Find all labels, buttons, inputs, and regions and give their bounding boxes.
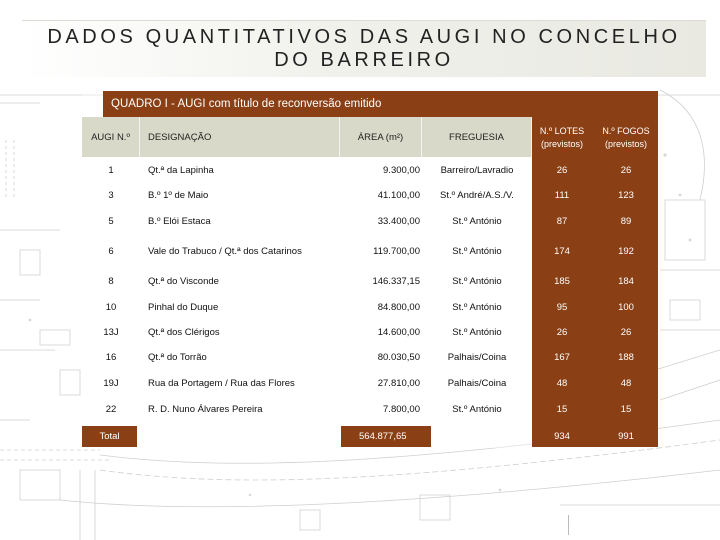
- row-7-fogos: 26: [620, 327, 632, 338]
- row-3-area: 33.400,00: [377, 216, 420, 227]
- row-3-lotes: 87: [556, 216, 568, 227]
- row-7-freguesia: St.º António: [452, 327, 502, 338]
- page-title: [22, 26, 706, 72]
- row-9-lotes: 48: [556, 378, 568, 389]
- row-3-designacao: B.º Elói Estaca: [148, 216, 211, 227]
- plan-legend: [568, 515, 609, 535]
- row-5-lotes: 185: [554, 276, 570, 287]
- row-6-fogos: 100: [618, 302, 634, 313]
- row-2-freguesia: St.º André/A.S./V.: [440, 190, 514, 201]
- row-8-freguesia: Palhais/Coina: [447, 352, 507, 363]
- row-1-fogos: 26: [620, 165, 632, 176]
- row-1-augi: 1: [108, 165, 114, 176]
- row-5-area: 146.337,15: [372, 276, 420, 287]
- col-header-lotes: N.º LOTES (previstos): [539, 126, 585, 149]
- total-lotes: 934: [554, 431, 570, 442]
- row-9-fogos: 48: [620, 378, 632, 389]
- col-header-area: ÁREA (m²): [340, 117, 422, 157]
- table-caption: QUADRO I - AUGI com título de reconversão emitido: [103, 91, 658, 117]
- row-1-lotes: 26: [556, 165, 568, 176]
- row-10-augi: 22: [105, 404, 117, 415]
- row-9-area: 27.810,00: [377, 378, 420, 389]
- row-10-freguesia: St.º António: [452, 404, 502, 415]
- row-3-freguesia: St.º António: [452, 216, 502, 227]
- row-4-freguesia: St.º António: [452, 246, 502, 257]
- row-4-area: 119.700,00: [373, 246, 420, 257]
- total-row-area-cell: 564.877,65: [341, 426, 431, 447]
- row-7-lotes: 26: [556, 327, 568, 338]
- row-4-augi: 6: [108, 246, 114, 257]
- row-5-freguesia: St.º António: [452, 276, 502, 287]
- row-4-lotes: 174: [554, 246, 570, 257]
- col-header-freguesia: FREGUESIA: [422, 117, 532, 157]
- row-8-area: 80.030,50: [377, 352, 420, 363]
- row-5-fogos: 184: [618, 276, 634, 287]
- row-2-lotes: 111: [554, 190, 570, 201]
- row-9-designacao: Rua da Portagem / Rua das Flores: [148, 378, 295, 389]
- row-10-lotes: 15: [556, 404, 568, 415]
- row-10-designacao: R. D. Nuno Álvares Pereira: [148, 404, 263, 415]
- row-6-area: 84.800,00: [377, 302, 420, 313]
- row-7-augi: 13J: [103, 327, 119, 338]
- col-header-fogos: N.º FOGOS (previstos): [602, 126, 650, 149]
- row-3-augi: 5: [108, 216, 114, 227]
- row-3-fogos: 89: [620, 216, 632, 227]
- row-1-area: 9.300,00: [383, 165, 420, 176]
- row-2-fogos: 123: [618, 190, 634, 201]
- row-4-fogos: 192: [618, 246, 634, 257]
- row-6-lotes: 95: [556, 302, 568, 313]
- total-row-label-cell: Total: [82, 426, 137, 447]
- row-1-freguesia: Barreiro/Lavradio: [440, 165, 514, 176]
- title-line-2: DO BARREIRO: [274, 49, 454, 71]
- total-fogos: 991: [618, 431, 634, 442]
- row-5-augi: 8: [108, 276, 114, 287]
- row-6-designacao: Pinhal do Duque: [148, 302, 219, 313]
- title-line-1: DADOS QUANTITATIVOS DAS AUGI NO CONCELHO: [47, 26, 681, 48]
- row-8-designacao: Qt.ª do Torrão: [148, 352, 207, 363]
- row-9-augi: 19J: [103, 378, 119, 389]
- row-4-designacao: Vale do Trabuco / Qt.ª dos Catarinos: [148, 246, 302, 257]
- row-8-lotes: 167: [554, 352, 570, 363]
- row-9-freguesia: Palhais/Coina: [447, 378, 507, 389]
- row-10-area: 7.800,00: [383, 404, 420, 415]
- row-2-designacao: B.º 1º de Maio: [148, 190, 209, 201]
- col-header-designacao: DESIGNAÇÃO: [140, 117, 340, 157]
- row-7-designacao: Qt.ª dos Clérigos: [148, 327, 220, 338]
- row-7-area: 14.600,00: [377, 327, 420, 338]
- row-6-augi: 10: [105, 302, 117, 313]
- row-2-area: 41.100,00: [377, 190, 420, 201]
- row-2-augi: 3: [108, 190, 114, 201]
- row-1-designacao: Qt.ª da Lapinha: [148, 165, 214, 176]
- row-8-fogos: 188: [618, 352, 634, 363]
- row-6-freguesia: St.º António: [452, 302, 502, 313]
- row-8-augi: 16: [105, 352, 117, 363]
- row-5-designacao: Qt.ª do Visconde: [148, 276, 219, 287]
- row-10-fogos: 15: [620, 404, 632, 415]
- col-header-augi: AUGI N.º: [82, 117, 140, 157]
